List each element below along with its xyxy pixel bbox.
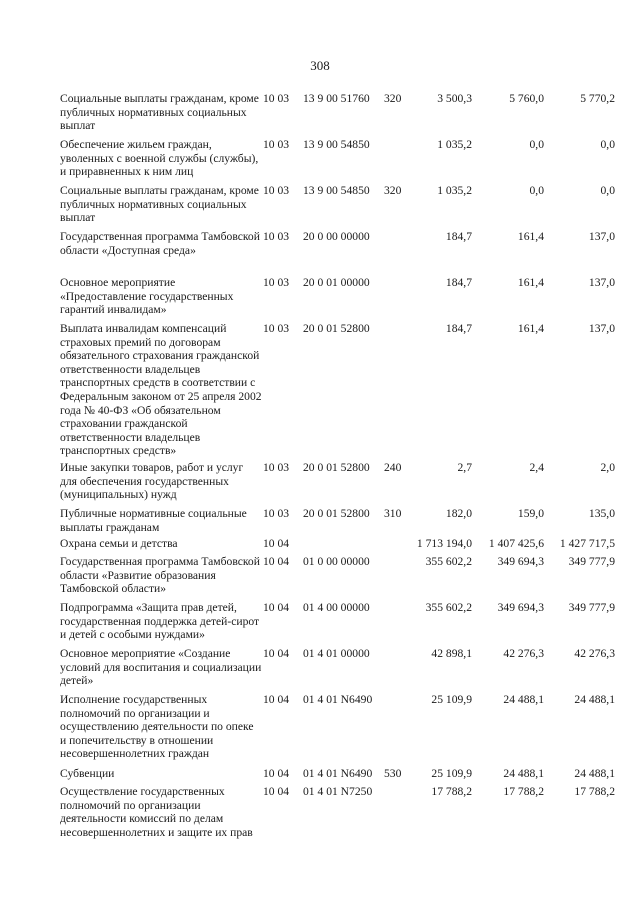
row-amount-year-3: 349 777,9: [568, 601, 615, 614]
row-amount-year-3: 137,0: [588, 322, 615, 335]
row-amount-year-1: 17 788,2: [431, 785, 472, 798]
row-amount-year-2: 161,4: [517, 322, 544, 335]
row-amount-year-2: 1 407 425,6: [488, 537, 544, 550]
row-amount-year-2: 5 760,0: [509, 92, 544, 105]
row-amount-year-2: 161,4: [517, 276, 544, 289]
row-section: 10 04: [263, 767, 290, 780]
row-target-code: 01 4 01 N6490: [303, 767, 373, 780]
row-target-code: 01 4 01 00000: [303, 647, 370, 660]
row-name: Субвенции: [60, 767, 115, 780]
row-section: 10 04: [263, 555, 290, 568]
row-amount-year-1: 25 109,9: [431, 767, 472, 780]
row-section: 10 03: [263, 322, 290, 335]
row-name: Обеспечение жильем граждан, уволенных с военной службы (службы), и приравненных к ним лиц: [60, 138, 259, 179]
row-amount-year-2: 159,0: [517, 507, 544, 520]
row-amount-year-2: 0,0: [529, 138, 544, 151]
row-amount-year-1: 3 500,3: [437, 92, 472, 105]
row-target-code: 20 0 01 52800: [303, 322, 370, 335]
row-name: Основное мероприятие «Создание условий для воспитания и социализации детей»: [60, 647, 262, 688]
row-section: 10 04: [263, 601, 290, 614]
row-amount-year-1: 25 109,9: [431, 693, 472, 706]
row-amount-year-1: 2,7: [457, 461, 472, 474]
row-expense-type: 320: [384, 184, 402, 197]
row-amount-year-3: 2,0: [600, 461, 615, 474]
row-target-code: 01 0 00 00000: [303, 555, 370, 568]
row-amount-year-2: 0,0: [529, 184, 544, 197]
row-amount-year-1: 184,7: [445, 276, 472, 289]
row-section: 10 04: [263, 647, 290, 660]
row-target-code: 01 4 01 N6490: [303, 693, 373, 706]
row-section: 10 03: [263, 230, 290, 243]
row-name: Социальные выплаты гражданам, кроме публичных нормативных социальных выплат: [60, 92, 259, 133]
row-name: Подпрограмма «Защита прав детей, государственная поддержка детей-сирот и детей с особыми нуждами»: [60, 601, 260, 642]
row-target-code: 01 4 01 N7250: [303, 785, 373, 798]
row-target-code: 20 0 01 52800: [303, 461, 370, 474]
row-section: 10 04: [263, 785, 290, 798]
row-amount-year-1: 184,7: [445, 322, 472, 335]
row-name: Иные закупки товаров, работ и услуг для обеспечения государственных (муниципальных) нужд: [60, 461, 244, 502]
row-expense-type: 530: [384, 767, 402, 780]
row-amount-year-3: 42 276,3: [574, 647, 615, 660]
row-name: Охрана семьи и детства: [60, 537, 178, 550]
page-number: 308: [310, 58, 330, 73]
row-amount-year-3: 24 488,1: [574, 767, 615, 780]
row-target-code: 20 0 01 52800: [303, 507, 370, 520]
row-amount-year-2: 17 788,2: [503, 785, 544, 798]
row-target-code: 01 4 00 00000: [303, 601, 370, 614]
row-amount-year-1: 42 898,1: [431, 647, 472, 660]
row-amount-year-1: 355 602,2: [425, 601, 472, 614]
row-name: Публичные нормативные социальные выплаты гражданам: [60, 507, 247, 534]
row-expense-type: 310: [384, 507, 402, 520]
row-section: 10 03: [263, 276, 290, 289]
row-section: 10 03: [263, 461, 290, 474]
row-name: Основное мероприятие «Предоставление государственных гарантий инвалидам»: [60, 276, 234, 317]
row-section: 10 04: [263, 693, 290, 706]
row-section: 10 03: [263, 507, 290, 520]
row-amount-year-2: 161,4: [517, 230, 544, 243]
row-amount-year-1: 355 602,2: [425, 555, 472, 568]
row-target-code: 13 9 00 54850: [303, 138, 370, 151]
row-amount-year-3: 0,0: [600, 138, 615, 151]
row-name: Осуществление государственных полномочий по организации деятельности комиссий по делам несовершеннолетних и защите их прав: [60, 785, 253, 839]
row-amount-year-3: 1 427 717,5: [559, 537, 615, 550]
row-name: Выплата инвалидам компенсаций страховых премий по договорам обязательного страхования гражданской ответственности владельцев транспортных средств в соответствии с Федеральным законом от 25 апреля 2002 года № 40-ФЗ «Об обязательном страховании гражданской ответственности владельцев транспортных средств»: [60, 322, 262, 458]
row-amount-year-1: 1 035,2: [437, 138, 472, 151]
row-section: 10 03: [263, 92, 290, 105]
row-amount-year-2: 24 488,1: [503, 693, 544, 706]
row-section: 10 03: [263, 184, 290, 197]
row-name: Государственная программа Тамбовской области «Развитие образования Тамбовской области»: [60, 555, 260, 596]
row-expense-type: 320: [384, 92, 402, 105]
row-amount-year-1: 1 035,2: [437, 184, 472, 197]
row-amount-year-3: 17 788,2: [574, 785, 615, 798]
row-section: 10 04: [263, 537, 290, 550]
row-target-code: 13 9 00 51760: [303, 92, 370, 105]
row-amount-year-3: 349 777,9: [568, 555, 615, 568]
row-name: Социальные выплаты гражданам, кроме публичных нормативных социальных выплат: [60, 184, 259, 225]
row-amount-year-3: 137,0: [588, 276, 615, 289]
row-amount-year-3: 24 488,1: [574, 693, 615, 706]
row-target-code: 20 0 01 00000: [303, 276, 370, 289]
row-amount-year-3: 5 770,2: [580, 92, 615, 105]
row-amount-year-1: 184,7: [445, 230, 472, 243]
row-amount-year-1: 182,0: [445, 507, 472, 520]
row-name: Государственная программа Тамбовской области «Доступная среда»: [60, 230, 260, 257]
row-amount-year-3: 137,0: [588, 230, 615, 243]
row-section: 10 03: [263, 138, 290, 151]
row-target-code: 13 9 00 54850: [303, 184, 370, 197]
row-amount-year-3: 135,0: [588, 507, 615, 520]
row-amount-year-2: 42 276,3: [503, 647, 544, 660]
row-name: Исполнение государственных полномочий по организации и осуществлению деятельности по опеке и попечительству в отношении несовершеннолетних граждан: [60, 693, 254, 761]
row-target-code: 20 0 00 00000: [303, 230, 370, 243]
row-expense-type: 240: [384, 461, 402, 474]
row-amount-year-1: 1 713 194,0: [416, 537, 472, 550]
row-amount-year-2: 2,4: [529, 461, 544, 474]
row-amount-year-2: 349 694,3: [497, 601, 544, 614]
row-amount-year-2: 24 488,1: [503, 767, 544, 780]
row-amount-year-2: 349 694,3: [497, 555, 544, 568]
row-amount-year-3: 0,0: [600, 184, 615, 197]
